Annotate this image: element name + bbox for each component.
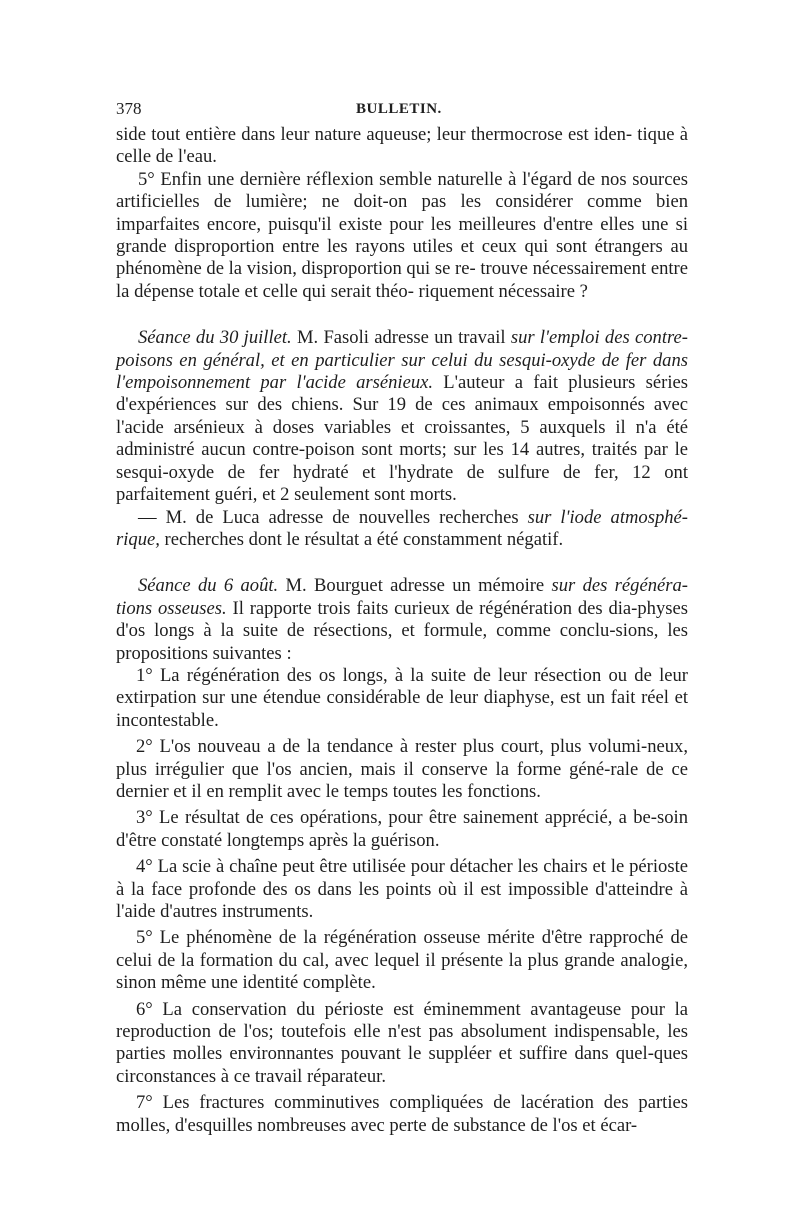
paragraph-continuation: side tout entière dans leur nature aqueuse; leur thermocrose est iden- tique à celle de l'eau. — [116, 124, 688, 168]
de-luca-paragraph — [116, 507, 688, 552]
session-date: Séance du 30 juillet. — [138, 327, 292, 349]
proposition-7: 7° Les fractures comminutives compliquées de lacération des parties molles, d'esquilles nombreuses avec perte de substance de l'os et écar- — [116, 1092, 688, 1136]
running-title: BULLETIN. — [356, 101, 442, 117]
proposition-5: 5° Le phénomène de la régénération osseuse mérite d'être rapproché de celui de la formation du cal, avec lequel il présente la plus grande analogie, sinon même une identité complète. — [116, 927, 688, 994]
session-text: recherches dont le résultat a été constamment négatif. — [159, 528, 564, 550]
session-july-30 — [116, 327, 688, 506]
book-page — [116, 98, 688, 1137]
session-august-6 — [116, 575, 688, 665]
body-text — [116, 124, 688, 1137]
work-title: sur des régénéra-tions osseuses. — [116, 575, 688, 619]
session-text: Il rapporte trois faits curieux de régénération des dia-physes d'os longs à la suite de résections, et formule, comme conclu-sions, les propositions suivantes : — [116, 597, 688, 664]
running-header — [116, 98, 688, 120]
session-date: Séance du 6 août. — [138, 575, 279, 597]
page-number: 378 — [116, 99, 142, 118]
work-title: sur l'iode atmosphé-rique, — [116, 506, 689, 550]
proposition-3: 3° Le résultat de ces opérations, pour être sainement apprécié, a be-soin d'être constaté longtemps après la guérison. — [116, 807, 688, 851]
proposition-1: 1° La régénération des os longs, à la suite de leur résection ou de leur extirpation sur une étendue considérable de leur diaphyse, est un fait réel et incontestable. — [116, 664, 688, 731]
work-title: sur l'emploi des contre-poisons en général, et en particulier sur celui du sesqui-oxyde de fer dans l'empoisonnement par l'acide arsénieux. — [116, 327, 688, 394]
proposition-4: 4° La scie à chaîne peut être utilisée pour détacher les chairs et le périoste à la face profonde des os dans les points où il est impossible d'atteindre à l'aide d'autres instruments. — [116, 856, 688, 922]
session-text: — M. de Luca adresse de nouvelles recherches — [138, 506, 528, 528]
proposition-6: 6° La conservation du périoste est éminemment avantageuse pour la reproduction de l'os; toutefois elle n'est pas absolument indispensable, les parties molles environnantes pouvant le suppléer et suffire dans quel-ques circonstances à ce travail réparateur. — [116, 998, 688, 1087]
paragraph-reflection: 5° Enfin une dernière réflexion semble naturelle à l'égard de nos sources artificielles de lumière; ne doit-on pas les considérer comme bien imparfaites encore, puisqu'il existe pour les meilleures d'entre elles une si grande disproportion entre les rayons utiles et ceux qui sont étrangers au phénomène de la vision, disproportion qui se re- trouve nécessairement entre la dépense totale et celle qui serait théo- riquement nécessaire ? — [116, 168, 688, 302]
session-text: M. Bourguet adresse un mémoire — [278, 575, 552, 597]
proposition-2: 2° L'os nouveau a de la tendance à rester plus court, plus volumi-neux, plus irrégulier que l'os ancien, mais il conserve la forme géné-rale de ce dernier et il en remplit avec le temps toutes les fonctions. — [116, 736, 688, 802]
session-text: L'auteur a fait plusieurs séries d'expériences sur des chiens. Sur 19 de ces animaux empoisonnés avec l'acide arsénieux à doses variables et croissantes, 5 auxquels il n'a été administré aucun contre-poison sont morts; sur les 14 autres, traités par le sesqui-oxyde de fer hydraté et l'hydrate de sulfure de fer, 12 ont parfaitement guéri, et 2 seulement sont morts. — [116, 372, 688, 506]
session-text: M. Fasoli adresse un travail — [291, 327, 511, 349]
